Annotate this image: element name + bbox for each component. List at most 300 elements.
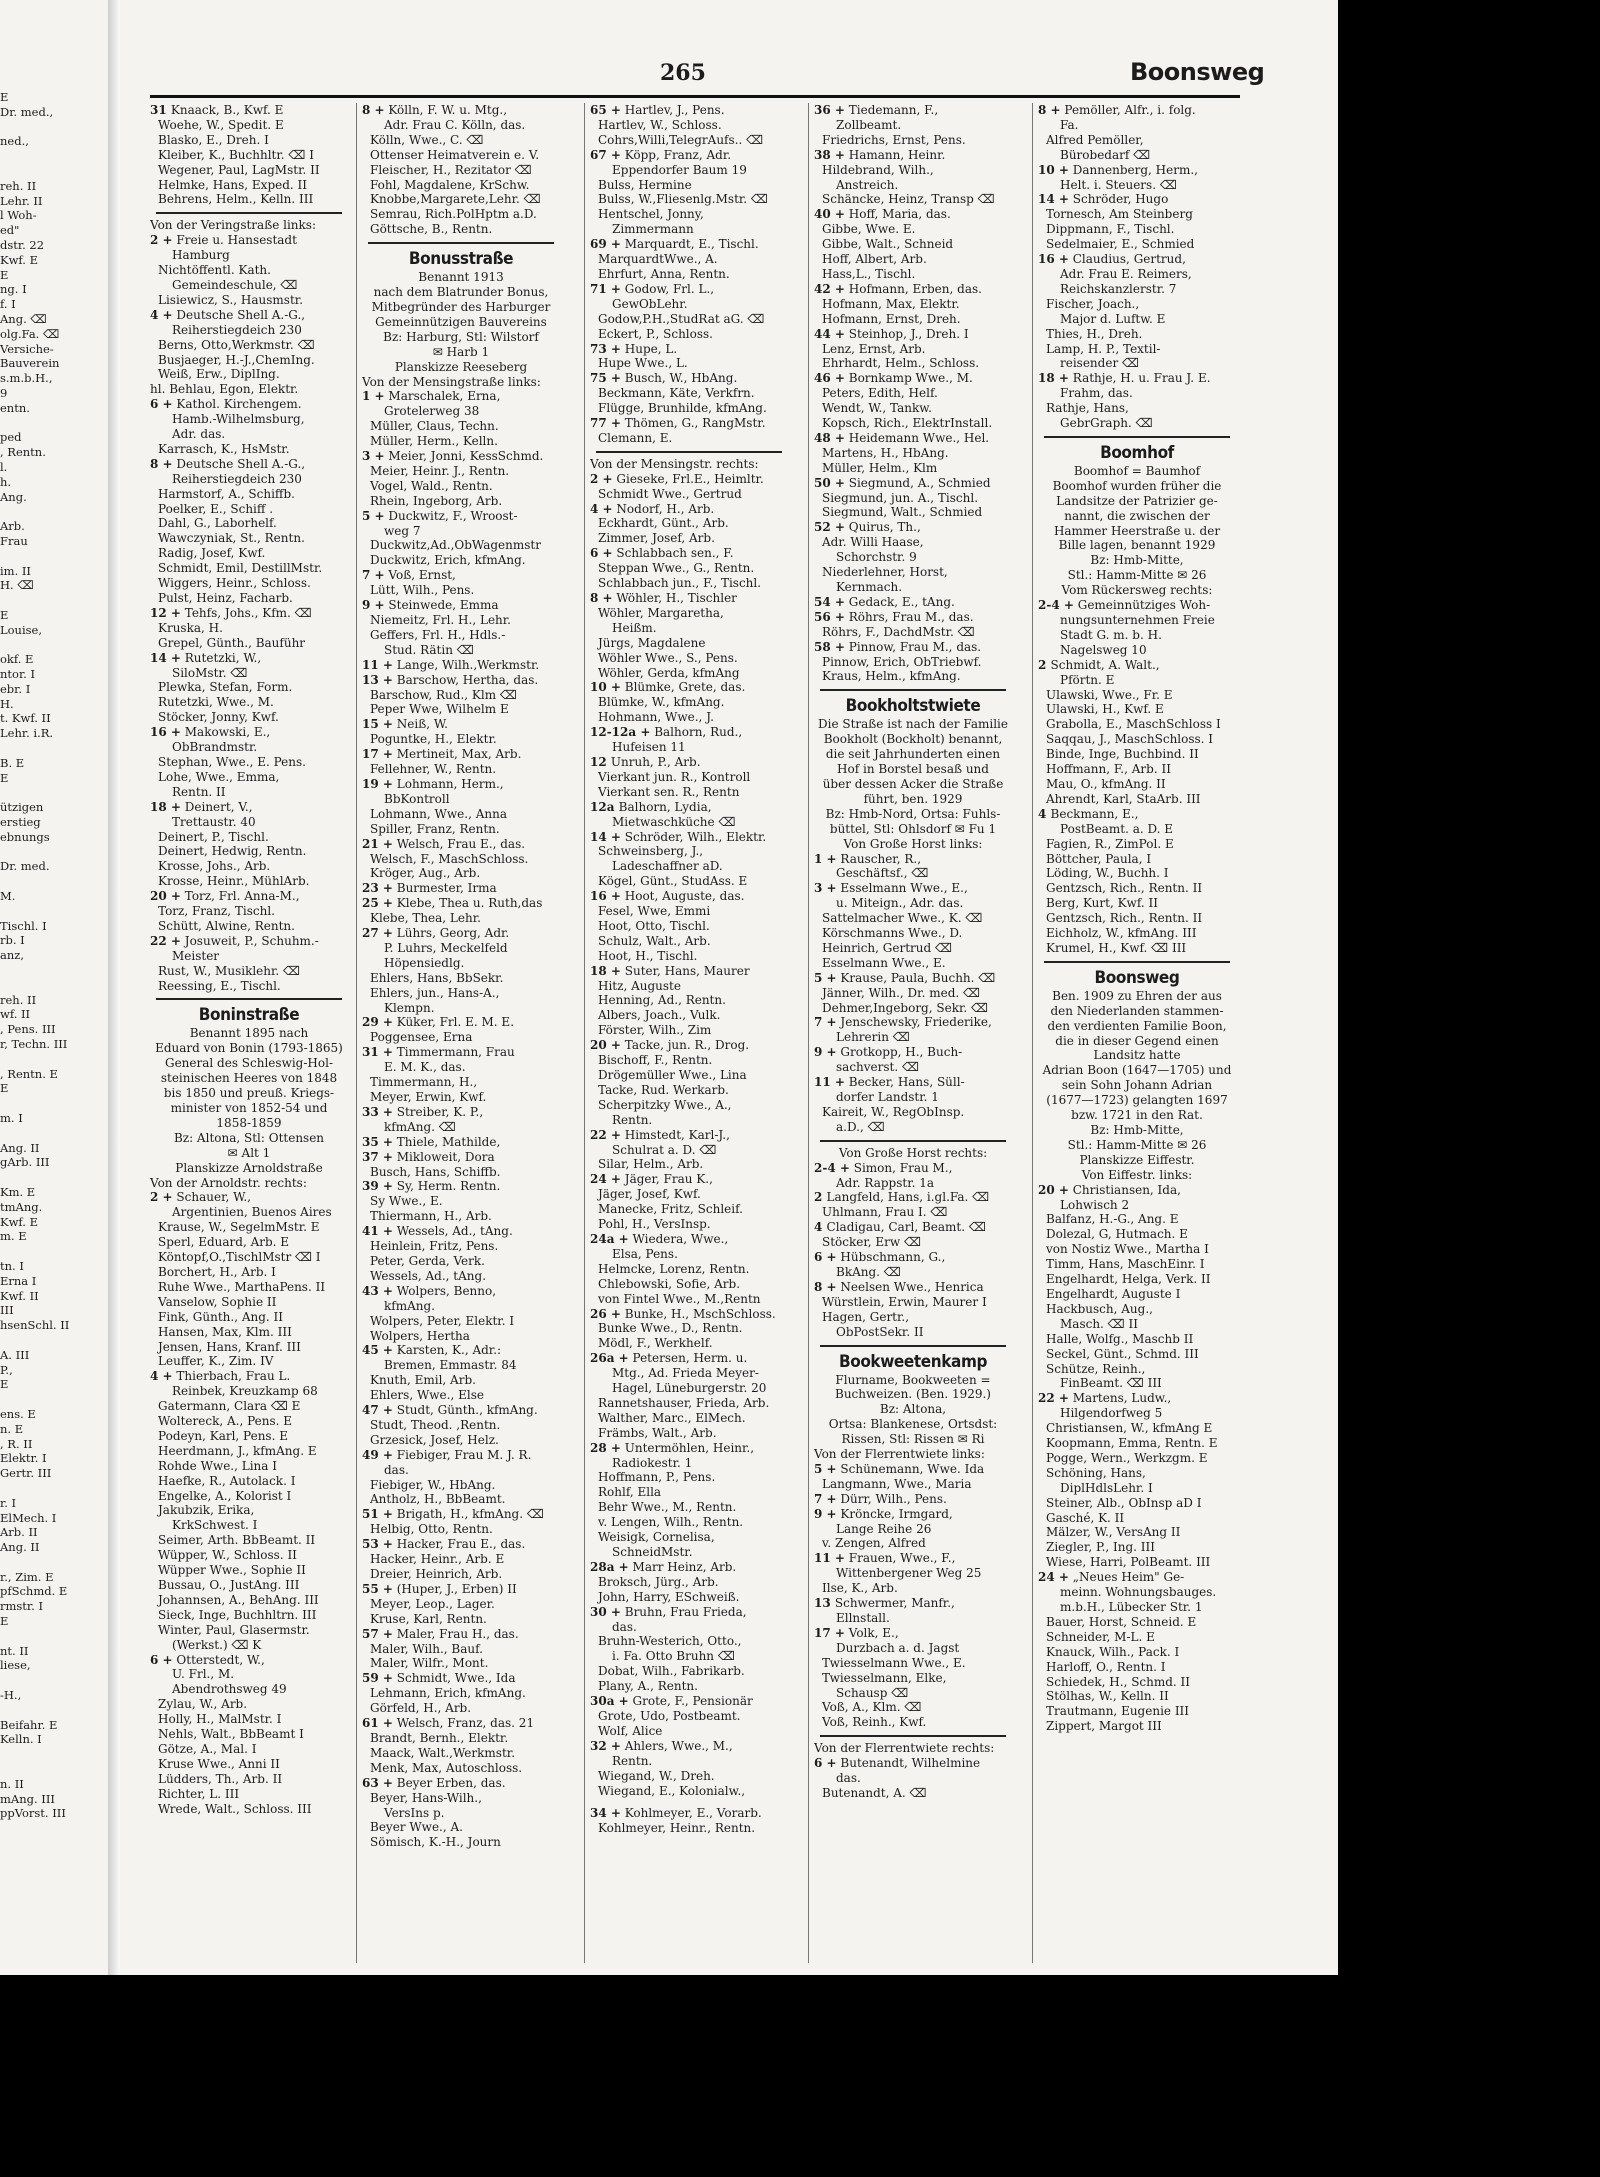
edge-fragment: im. II [0, 563, 31, 578]
directory-entry: Major d. Luftw. E [1060, 311, 1166, 326]
previous-page-edge [0, 90, 106, 1970]
directory-entry: 17 + Mertineit, Max, Arb. [362, 747, 522, 762]
directory-entry: Beyer, Hans-Wilh., [370, 1790, 482, 1805]
directory-entry: 12 Unruh, P., Arb. [590, 754, 701, 769]
directory-entry: Von der Flerrentwiete links: [814, 1447, 985, 1462]
edge-fragment: Dr. med., [0, 104, 54, 119]
directory-entry: 77 + Thömen, G., RangMstr. [590, 416, 766, 431]
edge-fragment [0, 741, 106, 756]
street-description: Hammer Heerstraße u. der [1053, 523, 1221, 538]
directory-entry: Dolezal, G, Hutmach. E [1046, 1227, 1188, 1242]
street-description: Eduard von Bonin (1793-1865) [155, 1041, 343, 1056]
edge-fragment [0, 1096, 106, 1111]
directory-entry: Eppendorfer Baum 19 [612, 162, 747, 177]
directory-entry: Wittenbergener Weg 25 [836, 1566, 982, 1581]
street-description: Bookholt (Bockholt) benannt, [823, 732, 1003, 747]
directory-entry: 67 + Köpp, Franz, Adr. [590, 147, 732, 162]
directory-entry: Rust, W., Musiklehr. ⌫ [158, 963, 301, 978]
section-rule [820, 1345, 1006, 1347]
street-description: führt, ben. 1929 [863, 791, 963, 806]
directory-entry: Hofmann, Max, Elektr. [822, 296, 960, 311]
directory-entry: 52 + Quirus, Th., [814, 520, 921, 535]
directory-entry: Abendrothsweg 49 [172, 1682, 287, 1697]
directory-entry: Wolpers, Peter, Elektr. I [370, 1313, 515, 1328]
directory-entry: Blasko, E., Dreh. I [158, 132, 269, 147]
directory-entry: hl. Behlau, Egon, Elektr. [150, 382, 299, 397]
street-description: Adrian Boon (1647—1705) und [1042, 1063, 1232, 1078]
directory-entry: Poelker, E., Schiff . [158, 501, 274, 516]
directory-entry: Stephan, Wwe., E. Pens. [158, 754, 306, 769]
directory-entry: Behrens, Helm., Kelln. III [158, 192, 314, 207]
directory-entry: 43 + Wolpers, Benno, [362, 1283, 497, 1298]
street-heading: Boonsweg [1094, 967, 1180, 988]
directory-entry: Götze, A., Mal. I [158, 1741, 257, 1756]
directory-entry: Hoffmann, P., Pens. [598, 1470, 716, 1485]
directory-entry: 10 + Dannenberg, Herm., [1038, 162, 1198, 177]
directory-entry: Ziegler, P., Ing. III [1046, 1540, 1156, 1555]
directory-entry: Leuffer, K., Zim. IV [158, 1354, 274, 1369]
directory-entry: Siegmund, jun. A., Tischl. [822, 490, 979, 505]
edge-fragment: ed" [0, 223, 20, 238]
directory-entry: das. [836, 1771, 861, 1786]
directory-entry: Gibbe, Wwe. E. [822, 222, 916, 237]
directory-entry: Röhrs, F., DachdMstr. ⌫ [822, 624, 975, 639]
street-description: die seit Jahrhunderten einen [825, 747, 1001, 762]
directory-entry: Tacke, Rud. Werkarb. [598, 1082, 729, 1097]
directory-entry: Wöhler, Margaretha, [598, 605, 724, 620]
directory-entry: Flügge, Brunhilde, kfmAng. [598, 401, 767, 416]
directory-entry: Podeyn, Karl, Pens. E [158, 1428, 288, 1443]
directory-entry: 21 + Welsch, Frau E., das. [362, 836, 526, 851]
directory-entry: Hagel, Lüneburgerstr. 20 [612, 1381, 767, 1396]
street-description: Planskizze Eiffestr. [1079, 1152, 1195, 1167]
directory-entry: Fesel, Wwe, Emmi [598, 904, 711, 919]
directory-entry: Löding, W., Buchh. I [1046, 866, 1169, 881]
street-heading: Bonusstraße [408, 249, 514, 270]
directory-entry: meinn. Wohnungsbauges. [1060, 1585, 1217, 1600]
edge-fragment: m. E [0, 1229, 27, 1244]
directory-entry: Rohlf, Ella [598, 1485, 662, 1500]
directory-entry: Stud. Rätin ⌫ [384, 642, 474, 657]
directory-entry: Schlabbach jun., F., Tischl. [598, 576, 762, 591]
directory-entry: Behr Wwe., M., Rentn. [598, 1500, 737, 1515]
directory-entry: 51 + Brigath, H., kfmAng. ⌫ [362, 1507, 544, 1522]
edge-fragment: E [0, 1377, 9, 1392]
edge-fragment [0, 963, 106, 978]
directory-entry: P. Luhrs, Meckelfeld [384, 940, 508, 955]
directory-entry: Vierkant jun. R., Kontroll [598, 769, 751, 784]
directory-entry: Bischoff, F., Rentn. [598, 1053, 713, 1068]
directory-entry: Wöhler, Gerda, kfmAng [598, 665, 740, 680]
directory-entry: Anstreich. [836, 177, 899, 192]
directory-entry: Saqqau, J., MaschSchloss. I [1046, 732, 1214, 747]
directory-entry: E. M. K., das. [384, 1060, 466, 1075]
directory-entry: 18 + Suter, Hans, Maurer [590, 963, 750, 978]
directory-entry: Thies, H., Dreh. [1046, 326, 1143, 341]
edge-fragment: Louise, [0, 622, 43, 637]
directory-entry: 42 + Hofmann, Erben, das. [814, 281, 982, 296]
directory-entry: Grzesick, Josef, Helz. [370, 1432, 499, 1447]
directory-entry: Vanselow, Sophie II [158, 1294, 277, 1309]
directory-entry: Maack, Walt.,Werkmstr. [370, 1745, 516, 1760]
directory-entry: Wegener, Paul, LagMstr. II [158, 162, 320, 177]
directory-entry: 9 + Steinwede, Emma [362, 598, 499, 613]
directory-entry: 27 + Lührs, Georg, Adr. [362, 926, 510, 941]
directory-entry: 71 + Godow, Frl. L., [590, 281, 715, 296]
directory-entry: sachverst. ⌫ [836, 1060, 919, 1075]
directory-entry: Bulss, W.,Fliesenlg.Mstr. ⌫ [598, 192, 768, 207]
edge-fragment: , R. II [0, 1436, 33, 1451]
directory-entry: 3 + Esselmann Wwe., E., [814, 881, 968, 896]
section-rule [156, 998, 342, 1000]
street-description: Boomhof = Baumhof [1073, 463, 1201, 478]
directory-entry: Harmstorf, A., Schiffb. [158, 486, 295, 501]
directory-entry: 2 + Schauer, W., [150, 1190, 251, 1205]
directory-entry: Jänner, Wilh., Dr. med. ⌫ [822, 985, 980, 1000]
directory-entry: 2-4 + Simon, Frau M., [814, 1160, 953, 1175]
directory-entry: Hamburg [172, 248, 230, 263]
edge-fragment [0, 149, 106, 164]
directory-entry: Fiebiger, W., HbAng. [370, 1477, 496, 1492]
column-divider [356, 103, 357, 1963]
directory-entry: 7 + Voß, Ernst, [362, 568, 456, 583]
column-divider [808, 103, 809, 1963]
directory-entry: Bussau, O., JustAng. III [158, 1578, 300, 1592]
directory-entry: Eckert, P., Schloss. [598, 326, 713, 341]
edge-fragment: anz, [0, 948, 24, 963]
street-description: 1858-1859 [216, 1115, 282, 1130]
street-heading: Boninstraße [198, 1005, 300, 1026]
directory-entry: Zimmermann [612, 222, 694, 237]
directory-entry: GebrGraph. ⌫ [1060, 416, 1153, 431]
edge-fragment [0, 904, 106, 919]
directory-entry: DiplHdlsLehr. I [1060, 1480, 1153, 1495]
edge-fragment: dstr. 22 [0, 237, 45, 252]
directory-entry: Nagelsweg 10 [1060, 642, 1147, 657]
directory-entry: 39 + Sy, Herm. Rentn. [362, 1179, 501, 1194]
directory-entry: Mödl, F., Werkhelf. [598, 1336, 713, 1351]
directory-entry: ObPostSekr. II [836, 1324, 924, 1339]
directory-entry: Rannetshauser, Frieda, Arb. [598, 1395, 770, 1410]
directory-entry: 11 + Lange, Wilh.,Werkmstr. [362, 657, 540, 672]
directory-entry: Stöcker, Jonny, Kwf. [158, 710, 279, 725]
directory-entry: Stölhas, W., Kelln. II [1046, 1689, 1169, 1704]
column-divider [1032, 103, 1033, 1963]
directory-entry: Godow,P.H.,StudRat aG. ⌫ [598, 311, 765, 326]
directory-entry: 12-12a + Balhorn, Rud., [590, 725, 743, 740]
directory-entry: Gasché, K. II [1046, 1510, 1125, 1525]
edge-fragment: rmstr. I [0, 1599, 44, 1614]
directory-entry: Deinert, P., Tischl. [158, 829, 269, 844]
directory-entry: Gentzsch, Rich., Rentn. II [1046, 881, 1203, 896]
directory-entry: Sieck, Inge, Buchhltrn. III [158, 1607, 317, 1622]
street-description: Landsitz hatte [1093, 1048, 1181, 1063]
directory-entry: 2-4 + Gemeinnütziges Woh- [1038, 598, 1211, 613]
directory-entry: Nichtöffentl. Kath. [158, 263, 271, 278]
directory-entry: Kaireit, W., RegObInsp. [822, 1104, 965, 1119]
edge-fragment: entn. [0, 400, 30, 415]
directory-entry: Hofmann, Ernst, Dreh. [822, 311, 961, 326]
directory-entry: Steiner, Alb., ObInsp aD I [1046, 1495, 1202, 1510]
edge-fragment [0, 549, 106, 564]
directory-entry: 65 + Hartlev, J., Pens. [590, 103, 725, 117]
directory-entry: Grotelerweg 38 [384, 404, 480, 419]
directory-entry: Hansen, Max, Klm. III [158, 1324, 292, 1339]
street-description: Bz: Harburg, Stl: Wilstorf [383, 329, 539, 344]
directory-entry: Johannsen, A., BehAng. III [158, 1592, 319, 1607]
directory-entry: 69 + Marquardt, E., Tischl. [590, 237, 759, 252]
directory-entry: Uhlmann, Frau I. ⌫ [822, 1205, 948, 1220]
directory-entry: Krosse, Johs., Arb. [158, 859, 271, 874]
edge-fragment: okf. E [0, 652, 34, 667]
directory-entry: Wiese, Harri, PolBeamt. III [1046, 1555, 1211, 1570]
directory-entry: Beckmann, Käte, Verkfrn. [598, 386, 755, 401]
directory-entry: 30a + Grote, F., Pensionär [590, 1694, 753, 1709]
directory-entry: Haefke, R., Autolack. I [158, 1473, 296, 1488]
directory-entry: Von der Flerrentwiete rechts: [814, 1741, 995, 1756]
directory-entry: Langmann, Wwe., Maria [822, 1476, 972, 1491]
directory-entry: 55 + (Huper, J., Erben) II [362, 1581, 517, 1596]
section-rule [820, 689, 1006, 691]
directory-entry: 37 + Mikloweit, Dora [362, 1149, 495, 1164]
directory-entry: das. [384, 1462, 409, 1477]
directory-entry: Lamp, H. P., Textil- [1046, 341, 1161, 356]
directory-entry: Zippert, Margot III [1046, 1719, 1162, 1734]
directory-entry: Jäger, Josef, Kwf. [598, 1187, 701, 1202]
edge-fragment: III [0, 1303, 14, 1318]
directory-entry: 14 + Schröder, Wilh., Elektr. [590, 829, 767, 844]
directory-entry: Walther, Marc., ElMech. [598, 1410, 746, 1425]
directory-entry: Wrede, Walt., Schloss. III [158, 1801, 312, 1816]
directory-entry: Engelhardt, Auguste I [1046, 1286, 1181, 1301]
directory-entry: Rentn. [612, 1753, 653, 1768]
directory-entry: Adr. Rappstr. 1a [836, 1175, 935, 1190]
directory-entry: Drögemüller Wwe., Lina [598, 1068, 747, 1082]
directory-entry: Hentschel, Jonny, [598, 207, 704, 222]
directory-entry: Brandt, Bernh., Elektr. [370, 1730, 509, 1745]
directory-entry: Meyer, Erwin, Kwf. [370, 1090, 487, 1104]
directory-entry: Schausp ⌫ [836, 1685, 909, 1700]
directory-entry: Meyer, Leop., Lager. [370, 1596, 495, 1611]
edge-fragment [0, 504, 106, 519]
directory-entry: Butenandt, A. ⌫ [822, 1785, 927, 1800]
edge-fragment [0, 1673, 106, 1688]
directory-entry: Harloff, O., Rentn. I [1046, 1659, 1166, 1674]
directory-entry: 11 + Frauen, Wwe., F., [814, 1551, 956, 1566]
directory-entry: Klempn. [384, 1000, 435, 1015]
edge-fragment: ützigen [0, 800, 44, 815]
directory-entry: Manecke, Fritz, Schleif. [598, 1202, 743, 1217]
edge-fragment [0, 1481, 106, 1496]
edge-fragment: ned., [0, 134, 29, 149]
edge-fragment: Ang. ⌫ [0, 311, 47, 326]
directory-entry: Meister [172, 948, 220, 963]
directory-entry: Richter, L. III [158, 1786, 240, 1801]
directory-entry: Fischer, Joach., [1046, 296, 1140, 311]
directory-entry: Busch, Hans, Schiffb. [370, 1164, 501, 1179]
directory-entry: Helmcke, Lorenz, Rentn. [598, 1261, 750, 1276]
edge-fragment: M. [0, 889, 16, 904]
directory-entry: Kröger, Aug., Arb. [370, 866, 481, 881]
edge-fragment: Arb. [0, 519, 25, 534]
directory-entry: Hagen, Gertr., [822, 1309, 910, 1324]
directory-entry: Schulrat a. D. ⌫ [612, 1142, 717, 1157]
directory-entry: Argentinien, Buenos Aires [172, 1205, 332, 1220]
directory-entry: Klebe, Thea, Lehr. [370, 911, 481, 926]
edge-fragment: pfSchmd. E [0, 1584, 68, 1599]
directory-entry: Schulz, Walt., Arb. [598, 933, 711, 948]
directory-entry: Gentzsch, Rich., Rentn. II [1046, 911, 1203, 926]
directory-entry: Hoot, Otto, Tischl. [598, 918, 710, 933]
directory-entry: John, Harry, ESchweiß. [598, 1589, 740, 1604]
directory-entry: 22 + Josuweit, P., Schuhm.- [150, 933, 319, 948]
street-description: Gemeinnützigen Bauvereins [375, 314, 547, 329]
directory-entry: KrkSchwest. I [172, 1518, 258, 1533]
directory-entry: v. Lengen, Wilh., Rentn. [598, 1515, 744, 1530]
directory-entry: 4 + Thierbach, Frau L. [150, 1369, 291, 1384]
directory-entry: Heißm. [612, 620, 657, 635]
column-divider [584, 103, 585, 1963]
directory-entry: 4 + Nodorf, H., Arb. [590, 501, 715, 516]
directory-column-3 [590, 103, 788, 1963]
directory-entry: 18 + Rathje, H. u. Frau J. E. [1038, 371, 1211, 386]
edge-fragment: tmAng. [0, 1199, 43, 1214]
directory-entry: Görfeld, H., Arb. [370, 1701, 472, 1716]
edge-fragment: B. E [0, 755, 25, 770]
section-rule [596, 451, 782, 453]
directory-entry: Tornesch, Am Steinberg [1046, 207, 1193, 222]
street-description: Mitbegründer des Harburger [371, 299, 551, 314]
directory-entry: Schorchstr. 9 [836, 550, 917, 565]
directory-entry: kfmAng. [384, 1298, 435, 1313]
directory-entry: Zimmer, Josef, Arb. [598, 531, 715, 546]
directory-entry: Siegmund, Walt., Schmied [822, 505, 983, 520]
directory-entry: Dahl, G., Laborhelf. [158, 516, 277, 531]
street-description: Landsitze der Patrizier ge- [1056, 493, 1218, 508]
directory-entry: 1 + Rauscher, R., [814, 851, 922, 866]
directory-entry: Främbs, Walt., Arb. [598, 1425, 717, 1440]
directory-entry: SiloMstr. ⌫ [172, 665, 248, 680]
directory-entry: Timm, Hans, MaschEinr. I [1046, 1257, 1205, 1272]
edge-fragment: E [0, 1614, 9, 1629]
directory-entry: Busjaeger, H.-J.,ChemIng. [158, 352, 315, 367]
directory-entry: 33 + Streiber, K. P., [362, 1104, 484, 1119]
directory-entry: Müller, Helm., Klm [822, 460, 938, 475]
directory-entry: 28 + Untermöhlen, Heinr., [590, 1440, 755, 1455]
directory-entry: Rathje, Hans, [1046, 401, 1129, 416]
directory-entry: Lisiewicz, S., Hausmstr. [158, 292, 304, 307]
directory-entry: Hilgendorfweg 5 [1060, 1406, 1163, 1421]
directory-entry: Lehmann, Erich, kfmAng. [370, 1686, 526, 1701]
directory-entry: 58 + Pinnow, Frau M., das. [814, 639, 982, 654]
edge-fragment [0, 637, 106, 652]
edge-fragment [0, 1333, 106, 1348]
directory-entry: 41 + Wessels, Ad., tAng. [362, 1224, 513, 1239]
edge-fragment: n. II [0, 1776, 24, 1791]
section-rule [1044, 961, 1230, 963]
edge-fragment: rb. I [0, 933, 25, 948]
directory-entry: 13 Schwermer, Manfr., [814, 1596, 955, 1611]
edge-fragment: H. ⌫ [0, 578, 34, 593]
street-heading: Bookholtstwiete [845, 696, 981, 717]
directory-entry: 35 + Thiele, Mathilde, [362, 1134, 501, 1149]
directory-entry: Thiermann, H., Arb. [370, 1209, 492, 1224]
directory-entry: Koopmann, Emma, Rentn. E [1046, 1436, 1218, 1451]
directory-entry: Sedelmaier, E., Schmied [1046, 237, 1195, 252]
directory-entry: Engelhardt, Helga, Verk. II [1046, 1272, 1211, 1287]
directory-entry: Woltereck, A., Pens. E [158, 1414, 292, 1429]
directory-entry: Kruse, Karl, Rentn. [370, 1611, 487, 1626]
directory-entry: Niemeitz, Frl. H., Lehr. [370, 613, 511, 627]
directory-entry: Twiesselmann Wwe., E. [822, 1655, 966, 1670]
street-description: Bz: Altona, Stl: Ottensen [173, 1130, 325, 1145]
directory-entry: 23 + Burmester, Irma [362, 881, 497, 896]
directory-entry: a.D., ⌫ [836, 1119, 885, 1134]
edge-fragment: ped [0, 430, 22, 445]
directory-entry: Duckwitz, Erich, kfmAng. [370, 553, 526, 568]
edge-fragment: Km. E [0, 1184, 36, 1199]
page-gutter [108, 0, 120, 1975]
directory-entry: Ruhe Wwe., MarthaPens. II [158, 1279, 326, 1294]
directory-column-4 [814, 103, 1012, 1963]
edge-fragment: Erna I [0, 1273, 37, 1288]
directory-entry: Kögel, Günt., StudAss. E [598, 874, 748, 889]
street-description: bis 1850 und preuß. Kriegs- [163, 1086, 335, 1101]
edge-fragment [0, 1747, 106, 1762]
section-rule [820, 1140, 1006, 1142]
directory-entry: 15 + Neiß, W. [362, 717, 448, 732]
directory-entry: Wiggers, Heinr., Schloss. [158, 576, 311, 591]
directory-entry: Wendt, W., Tankw. [822, 401, 932, 416]
edge-fragment: r., Zim. E [0, 1569, 54, 1584]
directory-entry: Timmermann, H., [370, 1075, 478, 1090]
directory-entry: Gemeindeschule, ⌫ [172, 277, 298, 292]
edge-fragment [0, 1244, 106, 1259]
edge-fragment: Ang. II [0, 1540, 40, 1555]
edge-fragment: wf. II [0, 1007, 31, 1022]
edge-fragment [0, 1762, 106, 1777]
edge-fragment [0, 120, 106, 135]
directory-entry: Weisigk, Cornelisa, [598, 1530, 715, 1545]
directory-entry: 20 + Torz, Frl. Anna-M., [150, 889, 300, 904]
directory-entry: Eichholz, W., kfmAng. III [1046, 926, 1197, 941]
directory-entry: Ehlers, Wwe., Else [370, 1388, 484, 1403]
directory-entry: Elsa, Pens. [612, 1246, 678, 1261]
directory-entry: Lehrerin ⌫ [836, 1030, 910, 1045]
street-description: Bz: Hmb-Mitte, [1090, 553, 1184, 568]
edge-fragment: E [0, 770, 9, 785]
directory-entry: 6 + Hübschmann, G., [814, 1250, 946, 1265]
edge-fragment: ens. E [0, 1406, 36, 1421]
directory-entry: Stöcker, Erw ⌫ [822, 1235, 921, 1250]
street-description: den Niederlanden stammen- [1050, 1003, 1224, 1018]
directory-entry: Kraus, Helm., kfmAng. [822, 669, 961, 684]
directory-entry: Lohe, Wwe., Emma, [158, 769, 280, 784]
directory-entry: Würstlein, Erwin, Maurer I [822, 1294, 987, 1309]
directory-entry: von Fintel Wwe., M.,Rentn [598, 1291, 761, 1306]
directory-entry: Hacker, Heinr., Arb. E [370, 1552, 505, 1567]
street-description: ✉ Alt 1 [227, 1145, 271, 1160]
directory-entry: Woehe, W., Spedit. E [158, 117, 284, 132]
directory-entry: 20 + Tacke, jun. R., Drog. [590, 1038, 750, 1053]
directory-entry: 59 + Schmidt, Wwe., Ida [362, 1671, 516, 1686]
edge-fragment: nt. II [0, 1643, 29, 1658]
directory-entry: Trautmann, Eugenie III [1046, 1704, 1190, 1719]
edge-fragment: reh. II [0, 992, 37, 1007]
directory-entry: BbKontroll [384, 791, 450, 806]
directory-entry: Radiokestr. 1 [612, 1455, 693, 1470]
directory-entry: Knobbe,Margarete,Lehr. ⌫ [370, 192, 541, 207]
